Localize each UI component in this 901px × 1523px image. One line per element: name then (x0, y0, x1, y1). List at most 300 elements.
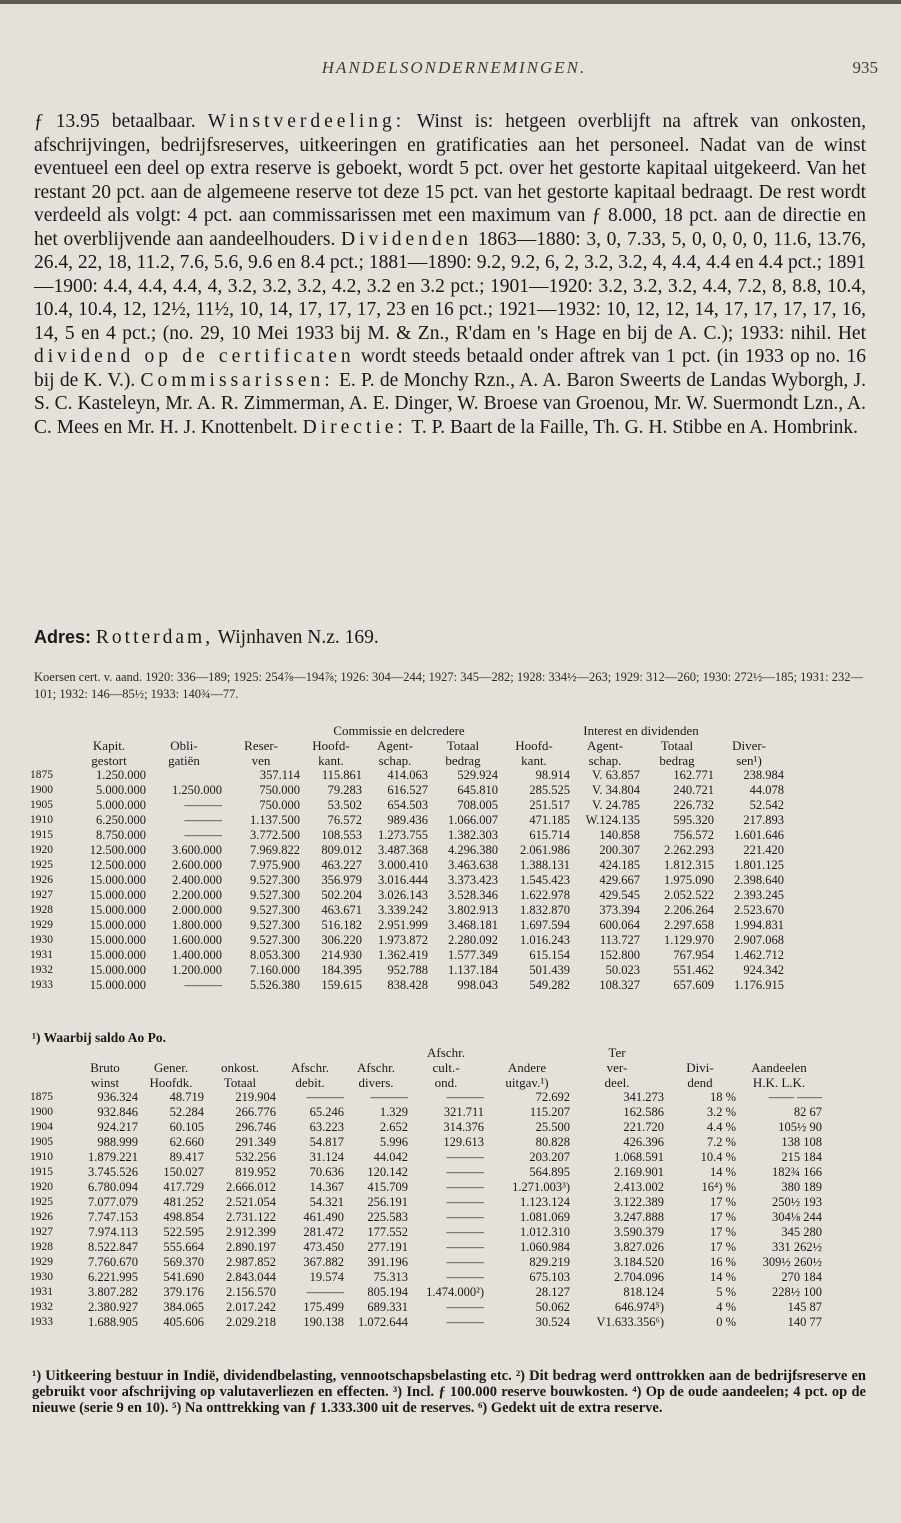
table-cell: 1.474.000²) (426, 1285, 484, 1299)
table-cell: Divi- (686, 1060, 714, 1075)
table-cell: 569.370 (163, 1255, 204, 1269)
table-cell: bedrag (659, 753, 695, 768)
table-cell: Agent- (586, 738, 624, 753)
table-cell: 70.636 (309, 1165, 344, 1179)
table-cell: 657.609 (673, 978, 714, 992)
table-cell: 266.776 (235, 1105, 276, 1119)
table-cell: 1875 (30, 769, 53, 781)
table-cell: divers. (358, 1075, 394, 1090)
table-cell: Commissie en delcredere (333, 723, 465, 738)
table-row (30, 843, 784, 858)
table-cell: bedrag (445, 753, 481, 768)
table-cell: 1.273.755 (378, 828, 428, 842)
table-cell: 1928 (30, 904, 53, 916)
table-cell (30, 738, 72, 753)
table-cell: 31.124 (309, 1150, 344, 1164)
table-cell: 3.339.242 (378, 903, 428, 917)
table-cell: Andere (507, 1060, 547, 1075)
table-cell: 1.382.303 (448, 828, 498, 842)
table-row (30, 1105, 822, 1120)
table-cell: Diver- (732, 738, 766, 753)
text-segment: T. P. Baart de la Faille, Th. G. H. Stibbe en A. Hombrink. (411, 416, 859, 438)
table-cell (30, 1075, 72, 1090)
table-row (30, 903, 784, 918)
table-cell: V. 34.804 (591, 783, 640, 797)
table-cell: 306.220 (321, 933, 362, 947)
table-cell: 19.574 (309, 1270, 344, 1284)
table-cell: Afschr. (291, 1060, 329, 1075)
table-cell: 1.832.870 (520, 903, 570, 917)
table-cell (30, 723, 72, 738)
table-cell: 481.252 (163, 1195, 204, 1209)
table-cell: 28.127 (535, 1285, 570, 1299)
table-cell: 3.122.389 (614, 1195, 664, 1209)
table-cell: 819.952 (235, 1165, 276, 1179)
table-cell: V1.633.356⁶) (596, 1315, 664, 1329)
table-row (30, 1195, 822, 1210)
table-cell: 417.729 (163, 1180, 204, 1194)
table-cell: 424.185 (599, 858, 640, 872)
table-cell: 809.012 (321, 843, 362, 857)
table-cell: 250½ 193 (772, 1195, 822, 1209)
table-cell: 7.2 % (706, 1135, 736, 1149)
table-cell: 1920 (30, 1181, 53, 1193)
table-cell: 1.250.000 (96, 768, 146, 782)
table-cell: 1.879.221 (88, 1150, 138, 1164)
section-heading-commissarissen: Commissarissen: (140, 369, 334, 391)
table-cell: 551.462 (673, 963, 714, 977)
table-cell: gatiën (168, 753, 200, 768)
table-cell: 1.812.315 (664, 858, 714, 872)
table-cell: 62.660 (169, 1135, 204, 1149)
table-cell: 25.500 (535, 1120, 570, 1134)
section-heading-winstverdeeling: Winstverdeeling: (207, 111, 406, 132)
table-cell: ——— (446, 1195, 484, 1209)
table-cell: 226.732 (673, 798, 714, 812)
table-cell: ven (251, 753, 271, 768)
table-header-row (30, 1075, 822, 1090)
table-cell: 3.026.143 (378, 888, 428, 902)
table-cell: 1.801.125 (734, 858, 784, 872)
table-cell: ——— (446, 1165, 484, 1179)
table-cell: 1931 (30, 949, 53, 961)
table-cell: 14.367 (309, 1180, 344, 1194)
table-cell: 60.105 (169, 1120, 204, 1134)
table-cell: ——— (446, 1210, 484, 1224)
table-row (30, 783, 784, 798)
table-cell: Aandeelen (751, 1060, 807, 1075)
table-cell: 6.221.995 (88, 1270, 138, 1284)
profit-table (30, 1045, 822, 1330)
table-cell: 17 % (709, 1195, 736, 1209)
table-row (30, 828, 784, 843)
table-cell: 1.012.310 (520, 1225, 570, 1239)
table-row (30, 1315, 822, 1330)
table-cell: 1927 (30, 1226, 53, 1238)
table-cell: 2.297.658 (664, 918, 714, 932)
table-cell: 256.191 (367, 1195, 408, 1209)
table-cell: 63.223 (309, 1120, 344, 1134)
table-cell: 756.572 (673, 828, 714, 842)
table-cell: 1925 (30, 1196, 53, 1208)
table-cell: 2.400.000 (172, 873, 222, 887)
table-cell: 225.583 (367, 1210, 408, 1224)
table-cell: onkost. (221, 1060, 259, 1075)
table-cell: ——— (306, 1090, 344, 1104)
section-heading-directie: Directie: (302, 416, 407, 438)
table-cell: ——— (446, 1255, 484, 1269)
table-cell: 1.388.131 (520, 858, 570, 872)
company-description (34, 110, 866, 439)
table-cell: 516.182 (321, 918, 362, 932)
table-cell: 50.062 (535, 1300, 570, 1314)
table-cell: 924.342 (743, 963, 784, 977)
table-cell: 838.428 (387, 978, 428, 992)
table-cell: 217.893 (743, 813, 784, 827)
table-cell: 461.490 (303, 1210, 344, 1224)
table-cell: 555.664 (163, 1240, 204, 1254)
table-cell: 1928 (30, 1241, 53, 1253)
table-cell: 16⁴) % (701, 1180, 736, 1194)
table-cell: 426.396 (623, 1135, 664, 1149)
page-header (30, 58, 878, 84)
table-cell: 3.600.000 (172, 843, 222, 857)
table-cell: 219.904 (235, 1090, 276, 1104)
table-footnote: ¹) Waarbij saldo Ao Po. (32, 1030, 166, 1045)
table-cell: 1931 (30, 1286, 53, 1298)
table-cell: 2.951.999 (378, 918, 428, 932)
table-cell: Afschr. (427, 1045, 465, 1060)
table-cell: 1.066.007 (448, 813, 498, 827)
table-cell (664, 1045, 736, 1060)
table-cell: 12.500.000 (89, 843, 146, 857)
table-cell: 4.4 % (706, 1120, 736, 1134)
table-cell: 595.320 (673, 813, 714, 827)
table-cell: 30.524 (535, 1315, 570, 1329)
table-cell: 48.719 (169, 1090, 204, 1104)
table-cell: 522.595 (163, 1225, 204, 1239)
text-segment: E. P. de Monchy Rzn., A. A. Baron Sweerts de Landas Wyborgh, J. S. C. Kasteleyn, Mr. A. R. Zimmerman, A. E. Dinger, W. Broese van Groenou, Mr. W. Suermondt Lzn., A. C. Mees en Mr. H. J. Knottenbelt. (34, 369, 867, 438)
table-cell: 9.527.300 (250, 873, 300, 887)
table-cell: Reser- (244, 738, 278, 753)
table-cell: 2.666.012 (226, 1180, 276, 1194)
table-cell: 1926 (30, 874, 53, 886)
table-cell: 463.671 (321, 903, 362, 917)
table-cell: 2.052.522 (664, 888, 714, 902)
table-cell: dend (687, 1075, 713, 1090)
table-cell: 3.827.026 (614, 1240, 664, 1254)
table-cell: 708.005 (457, 798, 498, 812)
table-cell: 2.652 (379, 1120, 408, 1134)
table-cell: 7.975.900 (250, 858, 300, 872)
table-header-row (30, 1060, 822, 1075)
table-cell: 140.858 (599, 828, 640, 842)
running-head: HANDELSONDERNEMINGEN. (321, 58, 587, 77)
table-cell: 314.376 (443, 1120, 484, 1134)
table-cell: 285.525 (529, 783, 570, 797)
table-cell: 304⅛ 244 (772, 1210, 822, 1224)
table-cell: V. 63.857 (591, 768, 640, 782)
capital-table (30, 723, 784, 993)
table-row (30, 888, 784, 903)
table-cell: 2.262.293 (664, 843, 714, 857)
table-cell: 3.468.181 (448, 918, 498, 932)
table-cell: Kapit. (92, 738, 126, 753)
table-row (30, 813, 784, 828)
table-cell: 2.890.197 (226, 1240, 276, 1254)
table-cell: 1930 (30, 934, 53, 946)
table-cell: 7.077.079 (88, 1195, 138, 1209)
table-cell: 1932 (30, 964, 53, 976)
table-cell: 429.667 (599, 873, 640, 887)
table-cell: 829.219 (529, 1255, 570, 1269)
table-cell (146, 768, 222, 783)
table-cell: 1.975.090 (664, 873, 714, 887)
table-cell: 1910 (30, 1151, 53, 1163)
table-cell: 1.081.069 (520, 1210, 570, 1224)
table-row (30, 858, 784, 873)
table-cell (146, 723, 222, 738)
table-cell: 52.284 (169, 1105, 204, 1119)
table-cell: 215 184 (781, 1150, 822, 1164)
table-row (30, 918, 784, 933)
table-cell: 498.854 (163, 1210, 204, 1224)
table-cell: 6.780.094 (88, 1180, 138, 1194)
table-cell: 16 % (709, 1255, 736, 1269)
table-cell (276, 1045, 344, 1060)
table-cell: Hoofdk. (149, 1075, 193, 1090)
table-cell: 3.016.444 (378, 873, 428, 887)
table-cell: 1.129.970 (664, 933, 714, 947)
table-cell: ver- (606, 1060, 628, 1075)
table-row (30, 873, 784, 888)
text-segment: wordt steeds betaald onder aftrek van 1 pct. (in 1933 op no. 16 bij de K. V.). (34, 346, 866, 391)
table-cell: 140 77 (787, 1315, 822, 1329)
table-cell: 2.523.670 (734, 903, 784, 917)
table-cell: 1910 (30, 814, 53, 826)
table-cell: 1932 (30, 1301, 53, 1313)
table-cell: 129.613 (443, 1135, 484, 1149)
table-cell: 7.974.113 (88, 1225, 138, 1239)
table-cell: 17 % (709, 1225, 736, 1239)
table-row (30, 1225, 822, 1240)
table-cell: 108.327 (599, 978, 640, 992)
table-cell: 936.324 (97, 1090, 138, 1104)
table-cell: 296.746 (235, 1120, 276, 1134)
table-cell: 380 189 (781, 1180, 822, 1194)
table-cell: 2.156.570 (226, 1285, 276, 1299)
table-cell: 501.439 (529, 963, 570, 977)
table-cell: 1.060.984 (520, 1240, 570, 1254)
table-cell: 1.622.978 (520, 888, 570, 902)
address-city: Rotterdam, (95, 627, 214, 648)
table-cell: 98.914 (535, 768, 570, 782)
table-cell: 177.552 (367, 1225, 408, 1239)
table-cell: 5.000.000 (96, 798, 146, 812)
table-cell: 2.521.054 (226, 1195, 276, 1209)
table-cell: 3.000.410 (378, 858, 428, 872)
table-cell: 952.788 (387, 963, 428, 977)
table-cell: debit. (295, 1075, 325, 1090)
table-cell: 471.185 (529, 813, 570, 827)
table-cell: Obli- (170, 738, 198, 753)
table-cell: 463.227 (321, 858, 362, 872)
table-cell: 162.586 (623, 1105, 664, 1119)
table-cell: 17 % (709, 1240, 736, 1254)
table-cell: ——— (446, 1300, 484, 1314)
table-cell: 150.027 (163, 1165, 204, 1179)
table-cell: 44.042 (373, 1150, 408, 1164)
table-cell: 529.924 (457, 768, 498, 782)
table-cell (30, 1045, 72, 1060)
table-cell (30, 753, 72, 768)
table-cell: 2.731.122 (226, 1210, 276, 1224)
table-cell: 1.577.349 (448, 948, 498, 962)
table-cell: 1.250.000 (172, 783, 222, 797)
table-cell: —— —— (768, 1090, 822, 1104)
table-cell: 54.321 (309, 1195, 344, 1209)
table-cell: 15.000.000 (89, 948, 146, 962)
table-cell: 3.802.913 (448, 903, 498, 917)
table-cell: 2.398.640 (734, 873, 784, 887)
table-header-row (30, 1045, 822, 1060)
table-cell: 321.711 (443, 1105, 484, 1119)
table-cell: ——— (184, 798, 222, 812)
table-cell: 10.4 % (700, 1150, 736, 1164)
table-cell: 72.692 (535, 1090, 570, 1104)
table-cell: 65.246 (309, 1105, 344, 1119)
table-cell: 2.907.068 (734, 933, 784, 947)
table-row (30, 1150, 822, 1165)
table-cell: 145 87 (787, 1300, 822, 1314)
table-cell: 429.545 (599, 888, 640, 902)
table-cell: 1905 (30, 799, 53, 811)
table-cell: schap. (588, 753, 622, 768)
table-cell: 8.750.000 (96, 828, 146, 842)
table-cell: 1929 (30, 919, 53, 931)
table-cell: 182¾ 166 (772, 1165, 822, 1179)
table-cell: 2.169.901 (614, 1165, 664, 1179)
table-cell: 654.503 (387, 798, 428, 812)
table-cell: 3.487.368 (378, 843, 428, 857)
table-cell: 615.154 (529, 948, 570, 962)
table-row (30, 1255, 822, 1270)
table-cell: 6.250.000 (96, 813, 146, 827)
table-cell: 2.393.245 (734, 888, 784, 902)
table-cell: kant. (318, 753, 344, 768)
table-cell: 1915 (30, 829, 53, 841)
table-cell: 2.200.000 (172, 888, 222, 902)
table-cell: 5.996 (379, 1135, 408, 1149)
table-cell: 3.463.638 (448, 858, 498, 872)
table-cell: 998.043 (457, 978, 498, 992)
table-cell: 138 108 (781, 1135, 822, 1149)
table-cell: 414.063 (387, 768, 428, 782)
table-cell (30, 1060, 72, 1075)
table-cell: 1.601.646 (734, 828, 784, 842)
table-cell: 1.973.872 (378, 933, 428, 947)
table-cell: 9.527.300 (250, 933, 300, 947)
table-cell: 105½ 90 (778, 1120, 822, 1134)
table-cell: 532.256 (235, 1150, 276, 1164)
table-cell: 115.207 (529, 1105, 570, 1119)
table-cell: Agent- (376, 738, 414, 753)
table-cell: 600.064 (599, 918, 640, 932)
table-cell: 646.974⁵) (614, 1300, 664, 1314)
table-cell: V. 24.785 (591, 798, 640, 812)
section-heading-certificaten: dividend op de certificaten (34, 346, 355, 367)
table-row (30, 1165, 822, 1180)
top-edge (0, 0, 901, 4)
table-cell: cult.- (432, 1060, 460, 1075)
table-cell: 200.307 (599, 843, 640, 857)
table-cell: 750.000 (259, 783, 300, 797)
table-cell: 203.207 (529, 1150, 570, 1164)
table-cell: 1.068.591 (614, 1150, 664, 1164)
table-cell: uitgav.¹) (505, 1075, 549, 1090)
table-cell: 1926 (30, 1211, 53, 1223)
table-cell: 564.895 (529, 1165, 570, 1179)
table-cell: 1.688.905 (88, 1315, 138, 1329)
table-cell: 1.994.831 (734, 918, 784, 932)
table-cell: 1.462.712 (734, 948, 784, 962)
table-cell: Hoofd- (515, 738, 553, 753)
table-cell: 502.204 (321, 888, 362, 902)
table-cell: 80.828 (535, 1135, 570, 1149)
table-cell: 473.450 (303, 1240, 344, 1254)
table-cell: 2.280.092 (448, 933, 498, 947)
table-cell: 9.527.300 (250, 918, 300, 932)
table-cell: 8.522.847 (88, 1240, 138, 1254)
table-cell: 3.772.500 (250, 828, 300, 842)
table-cell: 18 % (709, 1090, 736, 1104)
table-cell: 2.704.096 (614, 1270, 664, 1284)
table-cell: 291.349 (235, 1135, 276, 1149)
table-cell: 113.727 (599, 933, 640, 947)
table-cell: 79.283 (327, 783, 362, 797)
table-cell: 415.709 (367, 1180, 408, 1194)
table-cell: Gener. (153, 1060, 189, 1075)
table-cell: 1.800.000 (172, 918, 222, 932)
table-row (30, 978, 784, 993)
table-cell: 1900 (30, 784, 53, 796)
table-cell: 14 % (709, 1165, 736, 1179)
table-cell (222, 723, 300, 738)
address-line (34, 627, 866, 649)
table-cell: ——— (370, 1090, 408, 1104)
table-cell: Totaal (660, 738, 694, 753)
table-cell: 1.176.915 (734, 978, 784, 992)
table-cell: 4 % (716, 1300, 736, 1314)
table-cell: 3.528.346 (448, 888, 498, 902)
table-cell: 54.817 (309, 1135, 344, 1149)
table-row (30, 1300, 822, 1315)
table-cell: 2.061.986 (520, 843, 570, 857)
table-cell: 14 % (709, 1270, 736, 1284)
table-cell: Totaal (446, 738, 480, 753)
table-cell: 549.282 (529, 978, 570, 992)
footnotes: ¹) Uitkeering bestuur in Indië, dividendbelasting, vennootschapsbelasting etc. ²) Dit bedrag werd onttrokken aan de bedrijfsreserve en gebruikt voor afschrijving op valutaverliezen en effecten. ³) Incl. ƒ 100.000 reserve bouwkosten. ⁴) Op de oude aandeelen; 4 pct. op de nieuwe (serie 9 en 10). ⁵) Na onttrekking van ƒ 1.333.300 uit de reserves. ⁶) Gedekt uit de extra reserve. (32, 1368, 866, 1416)
table-cell: 1.271.003³) (512, 1180, 570, 1194)
table-cell: 675.103 (529, 1270, 570, 1284)
table-cell: 1.400.000 (172, 948, 222, 962)
table-cell: 115.861 (321, 768, 362, 782)
section-heading-dividenden: Dividenden (341, 228, 473, 250)
table-cell: 8.053.300 (250, 948, 300, 962)
table-cell: 15.000.000 (89, 963, 146, 977)
table-cell: 1.137.500 (250, 813, 300, 827)
table-cell: ——— (446, 1150, 484, 1164)
